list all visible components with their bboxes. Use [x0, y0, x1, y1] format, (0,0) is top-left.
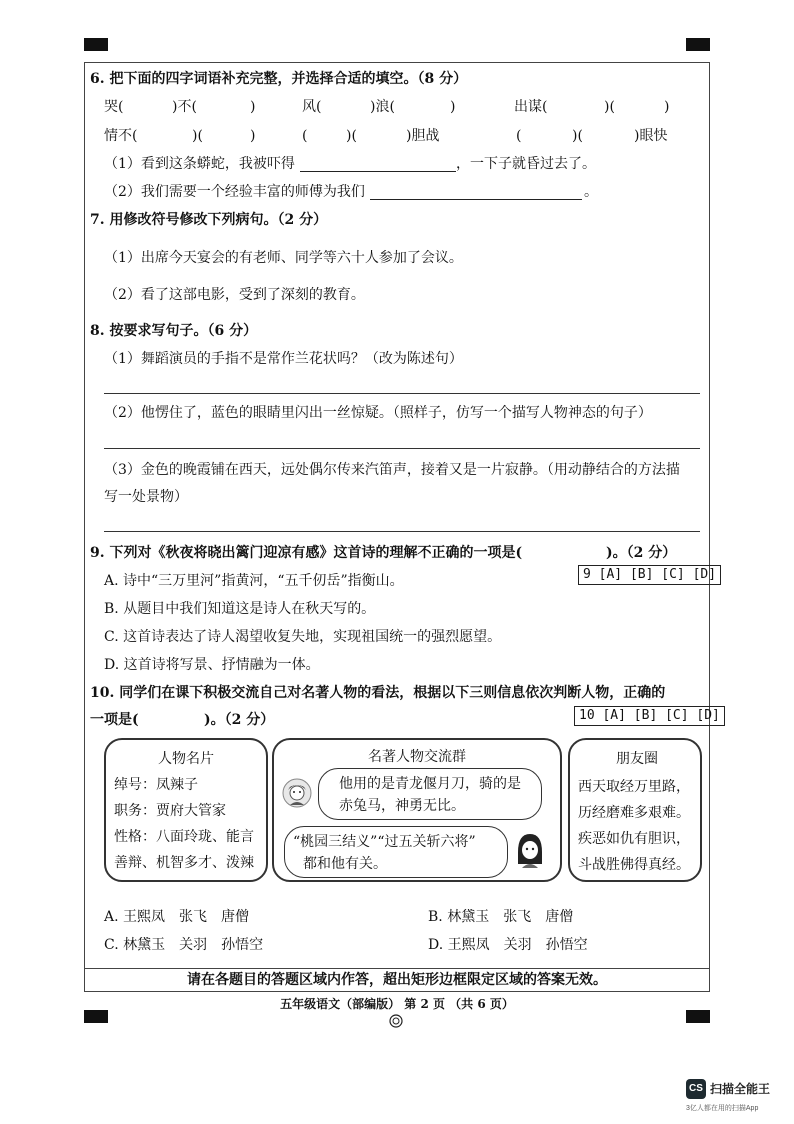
q6-sentence-2-end: 。: [584, 184, 598, 200]
page-center-circle-icon: [389, 1013, 403, 1027]
q6-sentence-1: （1）看到这条蟒蛇，我被吓得: [104, 156, 295, 172]
chat-bubble-2: “桃园三结义”“过五关斩六将” 都和他有关。: [284, 826, 508, 878]
q8-answer-line-2[interactable]: [104, 448, 700, 449]
q9-title: 9. 下列对《秋夜将晓出篱门迎凉有感》这首诗的理解不正确的一项是(: [90, 545, 523, 561]
q8-item-2: （2）他愣住了，蓝色的眼睛里闪出一丝惊疑。（照样子，仿写一个描写人物神态的句子）: [104, 405, 652, 421]
q9-option-b: B. 从题目中我们知道这是诗人在秋天写的。: [104, 601, 376, 617]
girl-avatar-icon: [514, 832, 546, 868]
scanner-tagline: 3亿人都在用的扫描App: [686, 1105, 759, 1112]
q8-item-3-cont: 写一处景物）: [104, 489, 188, 505]
q6-sentence-1-end: ，一下子就昏过去了。: [456, 156, 596, 172]
q8-answer-line-1[interactable]: [104, 393, 700, 394]
q7-sentence-1: （1）出席今天宴会的有老师、同学等六十人参加了会议。: [104, 250, 463, 266]
page-footer: 五年级语文（部编版） 第 2 页 （共 6 页）: [280, 997, 514, 1011]
q6-blank-1[interactable]: [300, 171, 456, 172]
moments-card: 朋友圈 西天取经万里路， 历经磨难多艰难。 疾恶如仇有胆识， 斗战胜佛得真经。: [568, 738, 702, 882]
q10-option-b: B. 林黛玉 张飞 唐僧: [428, 909, 574, 925]
registration-mark-top-right: [686, 38, 710, 51]
q9-answer-box[interactable]: 9 [A] [B] [C] [D]: [578, 565, 721, 585]
q10-option-c: C. 林黛玉 关羽 孙悟空: [104, 937, 264, 953]
registration-mark-top-left: [84, 38, 108, 51]
q7-title: 7. 用修改符号修改下列病句。（2 分）: [90, 212, 328, 228]
q8-answer-line-3[interactable]: [104, 531, 700, 532]
q8-title: 8. 按要求写句子。（6 分）: [90, 323, 258, 339]
q10-title-end: )。（2 分）: [204, 712, 275, 728]
character-card-heading: 人物名片: [158, 751, 214, 767]
q9-title-end: )。（2 分）: [606, 545, 677, 561]
q9-option-d: D. 这首诗将写景、抒情融为一体。: [104, 657, 320, 673]
q6-title: 6. 把下面的四字词语补充完整，并选择合适的填空。（8 分）: [90, 71, 468, 87]
moments-heading: 朋友圈: [616, 751, 658, 767]
q6-blank-2[interactable]: [370, 199, 582, 200]
character-card: 人物名片 绰号：凤辣子 职务：贾府大管家 性格：八面玲珑、能言 善辩、机智多才、泼辣: [104, 738, 268, 882]
q10-option-a: A. 王熙凤 张飞 唐僧: [104, 909, 250, 925]
q10-answer-box[interactable]: 10 [A] [B] [C] [D]: [574, 706, 725, 726]
chat-bubble-1: 他用的是青龙偃月刀，骑的是 赤兔马，神勇无比。: [318, 768, 542, 820]
q7-sentence-2: （2）看了这部电影，受到了深刻的教育。: [104, 287, 365, 303]
q8-item-3: （3）金色的晚霞铺在西天，远处偶尔传来汽笛声，接着又是一片寂静。（用动静结合的方法描: [104, 462, 680, 478]
exam-page: 6. 把下面的四字词语补充完整，并选择合适的填空。（8 分） 哭( )不( ) 风( )浪( ) 出谋( )( ) 情不( )( ) ( )( )胆战 ( )( )眼快 （1）看到这条蟒蛇，我被吓得 ，一下子就昏过去了。 （2）我们需要一个经验丰富的师傅为我们 。 7. 用修改符号修改下列病句。（2 分） （1）出席今天宴会的有老师、同学等六十人参加了会议。 （2）看了这部电影，受到了深刻的教育。 8. 按要求写句子。（6 分） （1）舞蹈演员的手指不是常作兰花状吗？（改为陈述句） （2）他愣住了，蓝色的眼睛里闪出一丝惊疑。（照样子，仿写一个描写人物神态的句子） （3）金色的晚霞铺在西天，远处偶尔传来汽笛声，接着又是一片寂静。（用动静结合的方法描 写一处景物） 9. 下列对《秋夜将晓出篱门迎凉有感》这首诗的理解不正确的一项是( )。（2 分） 9 [A] [B] [C] [D] A. 诗中“三万里河”指黄河，“五千仞岳”指衡山。 B. 从题目中我们知道这是诗人在秋天写的。 C. 这首诗表达了诗人渴望收复失地，实现祖国统一的强烈愿望。 D. 这首诗将写景、抒情融为一体。 10. 同学们在课下积极交流自己对名著人物的看法，根据以下三则信息依次判断人物，正确的 一项是( )。（2 分） 10 [A] [B] [C] [D] 人物名片 绰号：凤辣子 职务：贾府大管家 性格：八面玲珑、能言 善辩、机智多才、泼辣 名著人物交流群 他用的是青龙偃月刀，骑的是 赤兔马，神勇无比。 “桃园三结义”“过五关斩六将” 都和他有关。 朋友圈 西天取经万里路， 历经磨难多艰难。 疾恶如仇有胆识， 斗战胜佛得真经。 A. 王熙凤 张飞 唐僧 B. 林黛玉 张飞 唐僧 C. 林黛玉 关羽 孙悟空 D. 王熙凤 关羽 孙悟空 请在各题目的答题区域内作答，超出矩形边框限定区域的答案无效。 五年级语文（部编版） 第 2 页 （共 6 页） CS 扫描全能王 3亿人都在用的扫描App: [0, 0, 794, 1124]
scanner-logo-icon: CS: [686, 1079, 706, 1099]
q10-option-d: D. 王熙凤 关羽 孙悟空: [428, 937, 588, 953]
q9-option-c: C. 这首诗表达了诗人渴望收复失地，实现祖国统一的强烈愿望。: [104, 629, 502, 645]
boy-avatar-icon: [282, 778, 312, 808]
scanner-brand-name: 扫描全能王: [710, 1082, 771, 1096]
q6-sentence-2: （2）我们需要一个经验丰富的师傅为我们: [104, 184, 365, 200]
q8-item-1: （1）舞蹈演员的手指不是常作兰花状吗？（改为陈述句）: [104, 351, 463, 367]
chat-group-heading: 名著人物交流群: [368, 749, 466, 765]
q9-option-a: A. 诗中“三万里河”指黄河，“五千仞岳”指衡山。: [104, 573, 404, 589]
chat-group-card: [272, 738, 562, 882]
answer-area-notice: 请在各题目的答题区域内作答，超出矩形边框限定区域的答案无效。: [84, 968, 710, 992]
q10-title-cont: 一项是(: [90, 712, 139, 728]
q10-title: 10. 同学们在课下积极交流自己对名著人物的看法，根据以下三则信息依次判断人物，正确的: [90, 685, 666, 701]
